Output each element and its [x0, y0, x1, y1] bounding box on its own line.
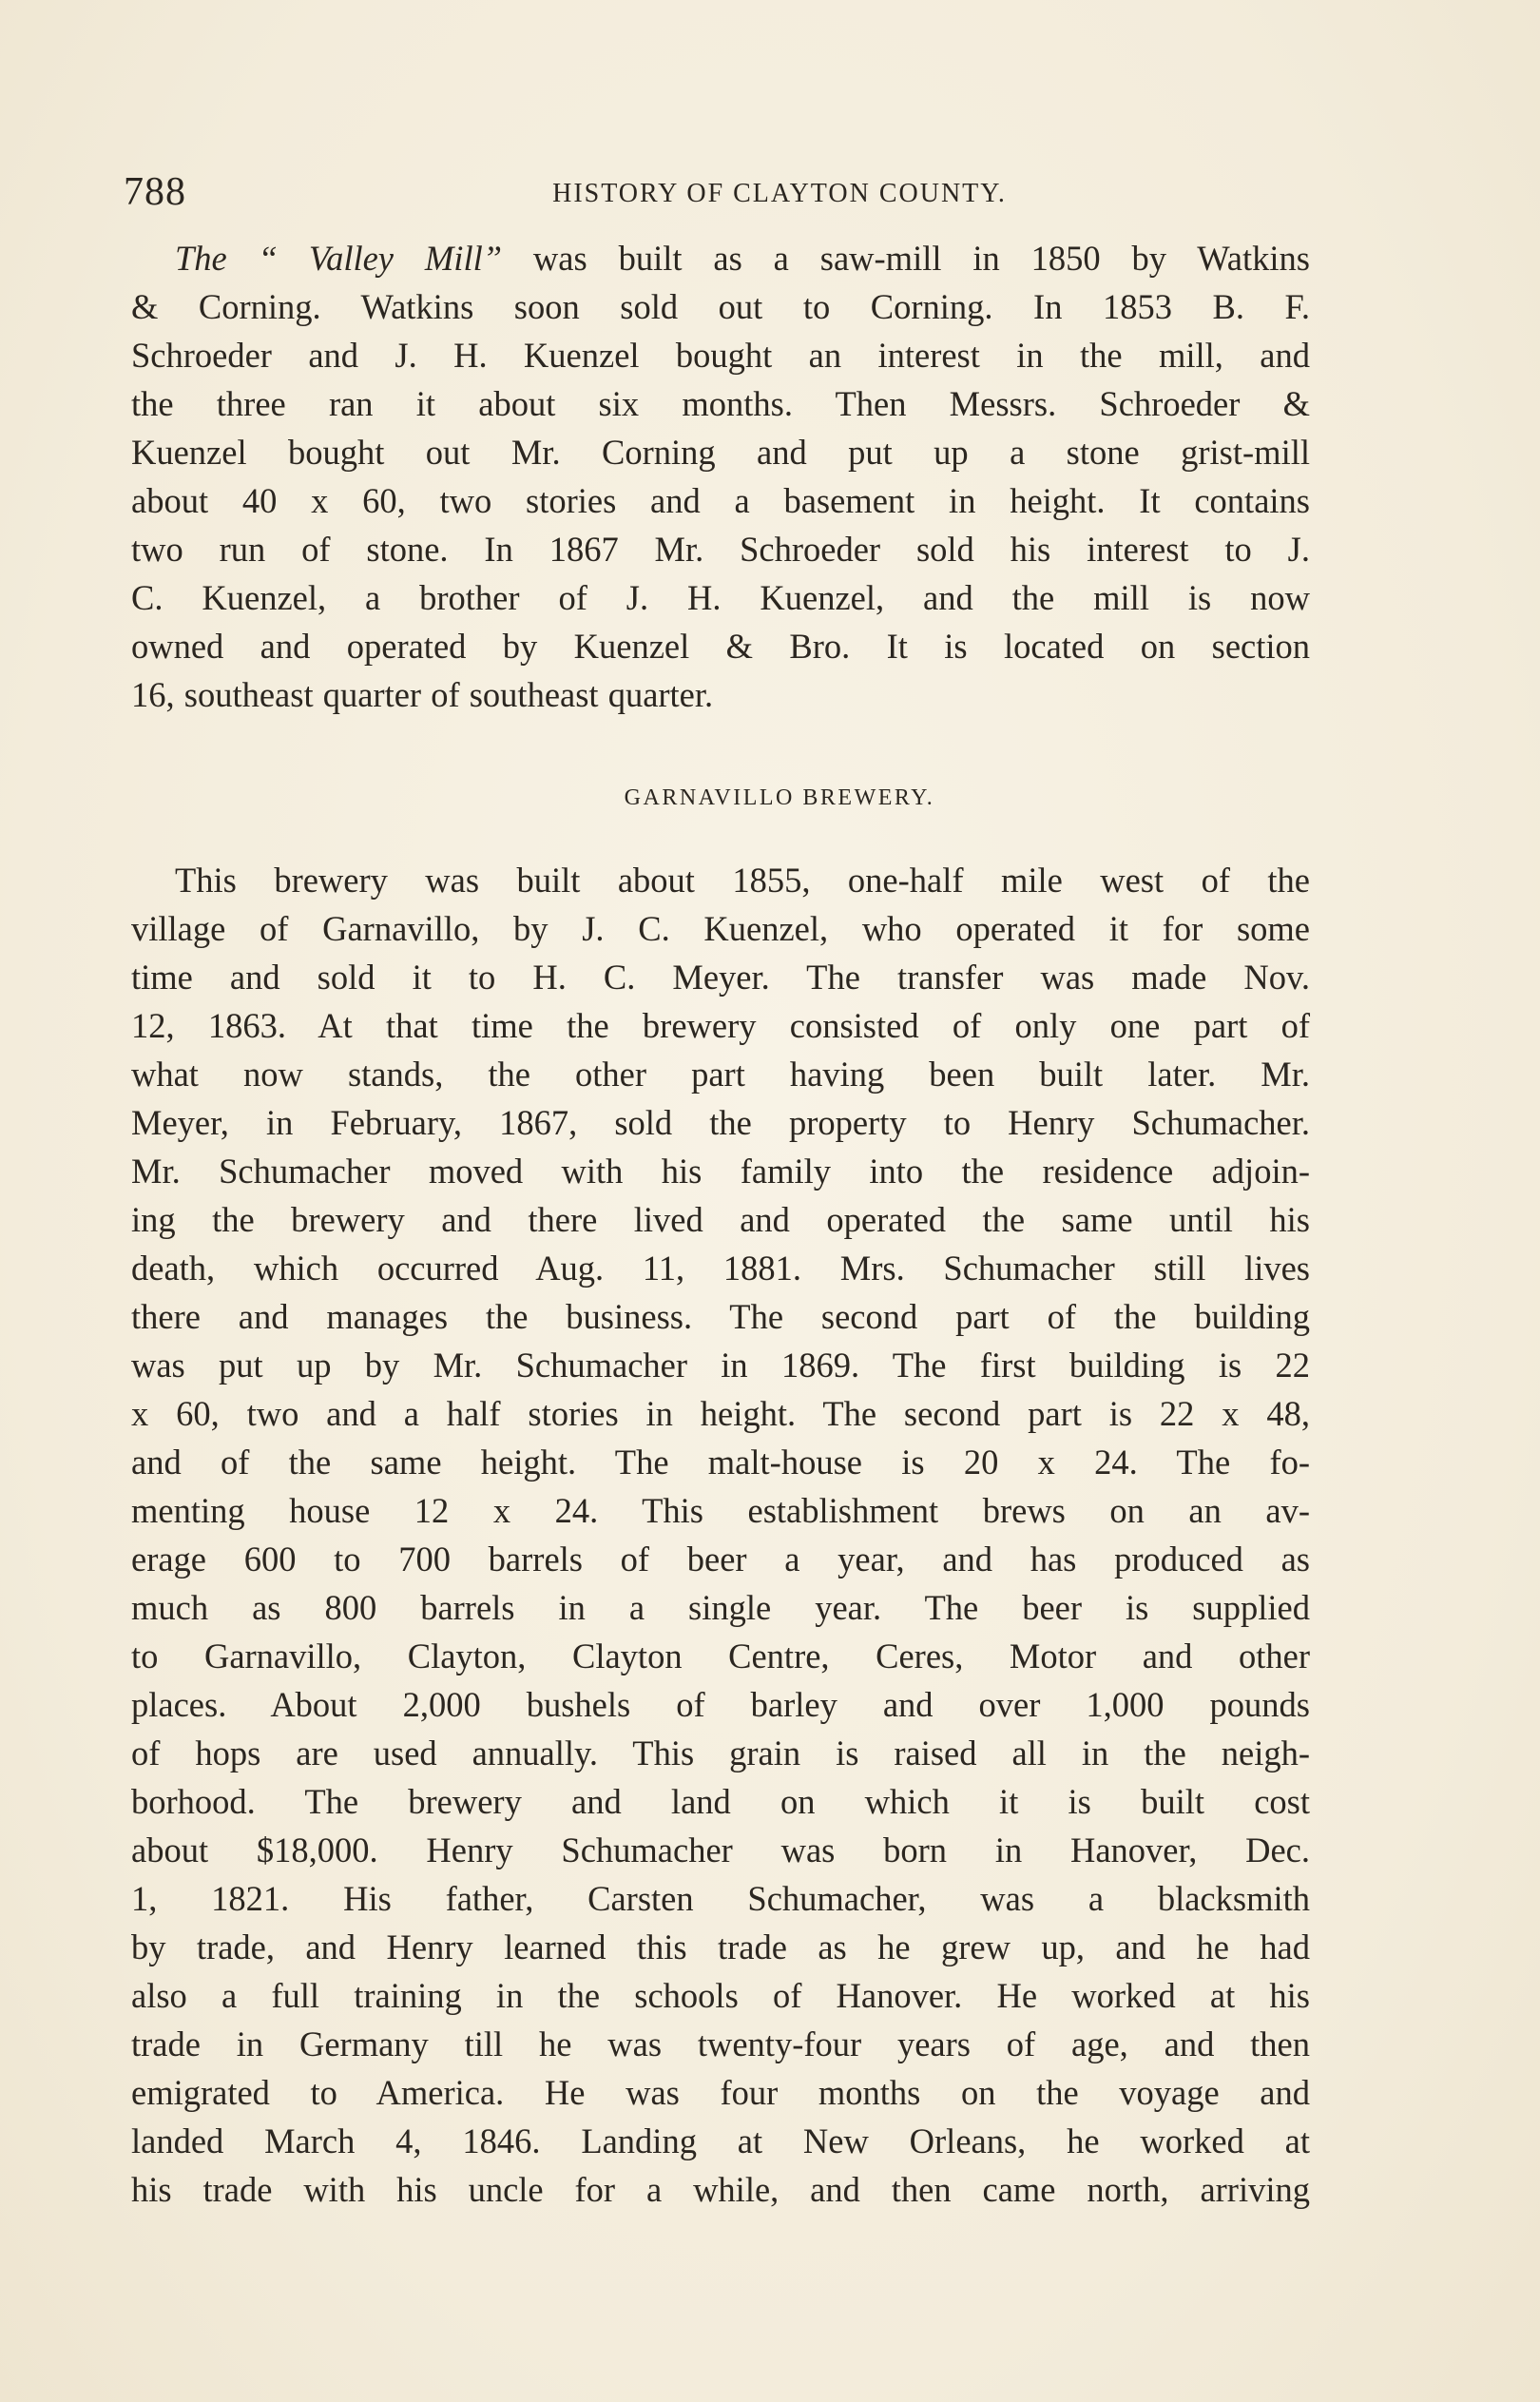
- text-line: Mr. Schumacher moved with his family into the residence adjoin-: [131, 1152, 1310, 1191]
- text-line: what now stands, the other part having been built later. Mr.: [131, 1055, 1310, 1094]
- page-header: [124, 169, 1416, 217]
- text-line: death, which occurred Aug. 11, 1881. Mrs. Schumacher still lives: [131, 1249, 1310, 1288]
- text-line: This brewery was built about 1855, one-half mile west of the: [175, 861, 1310, 900]
- text-line: also a full training in the schools of Hanover. He worked at his: [131, 1976, 1310, 2015]
- text-line: 1, 1821. His father, Carsten Schumacher, was a blacksmith: [131, 1879, 1310, 1918]
- section-heading: GARNAVILLO BREWERY.: [624, 785, 935, 810]
- text-line: of hops are used annually. This grain is raised all in the neigh-: [131, 1734, 1310, 1772]
- text-line: & Corning. Watkins soon sold out to Corning. In 1853 B. F.: [131, 287, 1310, 326]
- paragraph-brewery: [131, 856, 1310, 2214]
- page-number: 788: [124, 170, 186, 214]
- text-line: Schroeder and J. H. Kuenzel bought an interest in the mill, and: [131, 336, 1310, 375]
- text-line: village of Garnavillo, by J. C. Kuenzel, who operated it for some: [131, 909, 1310, 948]
- running-head: HISTORY OF CLAYTON COUNTY.: [552, 179, 1007, 208]
- text-line: Kuenzel bought out Mr. Corning and put up a stone grist-mill: [131, 433, 1310, 472]
- text-line: borhood. The brewery and land on which it is built cost: [131, 1782, 1310, 1821]
- text-line: emigrated to America. He was four months on the voyage and: [131, 2073, 1310, 2112]
- text-line: by trade, and Henry learned this trade as he grew up, and he had: [131, 1927, 1310, 1966]
- text-line: the three ran it about six months. Then Messrs. Schroeder &: [131, 384, 1310, 423]
- text-line: about 40 x 60, two stories and a basement in height. It contains: [131, 481, 1310, 520]
- lead-phrase: The “ Valley Mill”: [175, 239, 503, 278]
- text-line: trade in Germany till he was twenty-four years of age, and then: [131, 2024, 1310, 2063]
- text-line: places. About 2,000 bushels of barley and over 1,000 pounds: [131, 1685, 1310, 1724]
- text-line: time and sold it to H. C. Meyer. The transfer was made Nov.: [131, 958, 1310, 997]
- text-line: owned and operated by Kuenzel & Bro. It is located on section: [131, 627, 1310, 666]
- text-line: was put up by Mr. Schumacher in 1869. The first building is 22: [131, 1346, 1310, 1385]
- text-line: The “ Valley Mill” was built as a saw-mill in 1850 by Watkins: [175, 239, 1310, 278]
- text-line: there and manages the business. The second part of the building: [131, 1297, 1310, 1336]
- text-line: his trade with his uncle for a while, and then came north, arriving: [131, 2170, 1310, 2209]
- text-line: to Garnavillo, Clayton, Clayton Centre, Ceres, Motor and other: [131, 1637, 1310, 1676]
- text-line: C. Kuenzel, a brother of J. H. Kuenzel, and the mill is now: [131, 578, 1310, 617]
- text-line: ing the brewery and there lived and operated the same until his: [131, 1200, 1310, 1239]
- text-line: landed March 4, 1846. Landing at New Orleans, he worked at: [131, 2121, 1310, 2160]
- text-line: and of the same height. The malt-house is 20 x 24. The fo-: [131, 1443, 1310, 1482]
- text-line: erage 600 to 700 barrels of beer a year, and has produced as: [131, 1540, 1310, 1579]
- text-line: 16, southeast quarter of southeast quarter.: [131, 675, 714, 714]
- text-line: x 60, two and a half stories in height. The second part is 22 x 48,: [131, 1394, 1310, 1433]
- text-line: 12, 1863. At that time the brewery consisted of only one part of: [131, 1006, 1310, 1045]
- text-line: much as 800 barrels in a single year. The beer is supplied: [131, 1588, 1310, 1627]
- text-line: about $18,000. Henry Schumacher was born in Hanover, Dec.: [131, 1831, 1310, 1869]
- paragraph-valley-mill: [131, 234, 1310, 719]
- text-line: Meyer, in February, 1867, sold the property to Henry Schumacher.: [131, 1103, 1310, 1142]
- text-line: two run of stone. In 1867 Mr. Schroeder sold his interest to J.: [131, 530, 1310, 569]
- text-line: menting house 12 x 24. This establishment brews on an av-: [131, 1491, 1310, 1530]
